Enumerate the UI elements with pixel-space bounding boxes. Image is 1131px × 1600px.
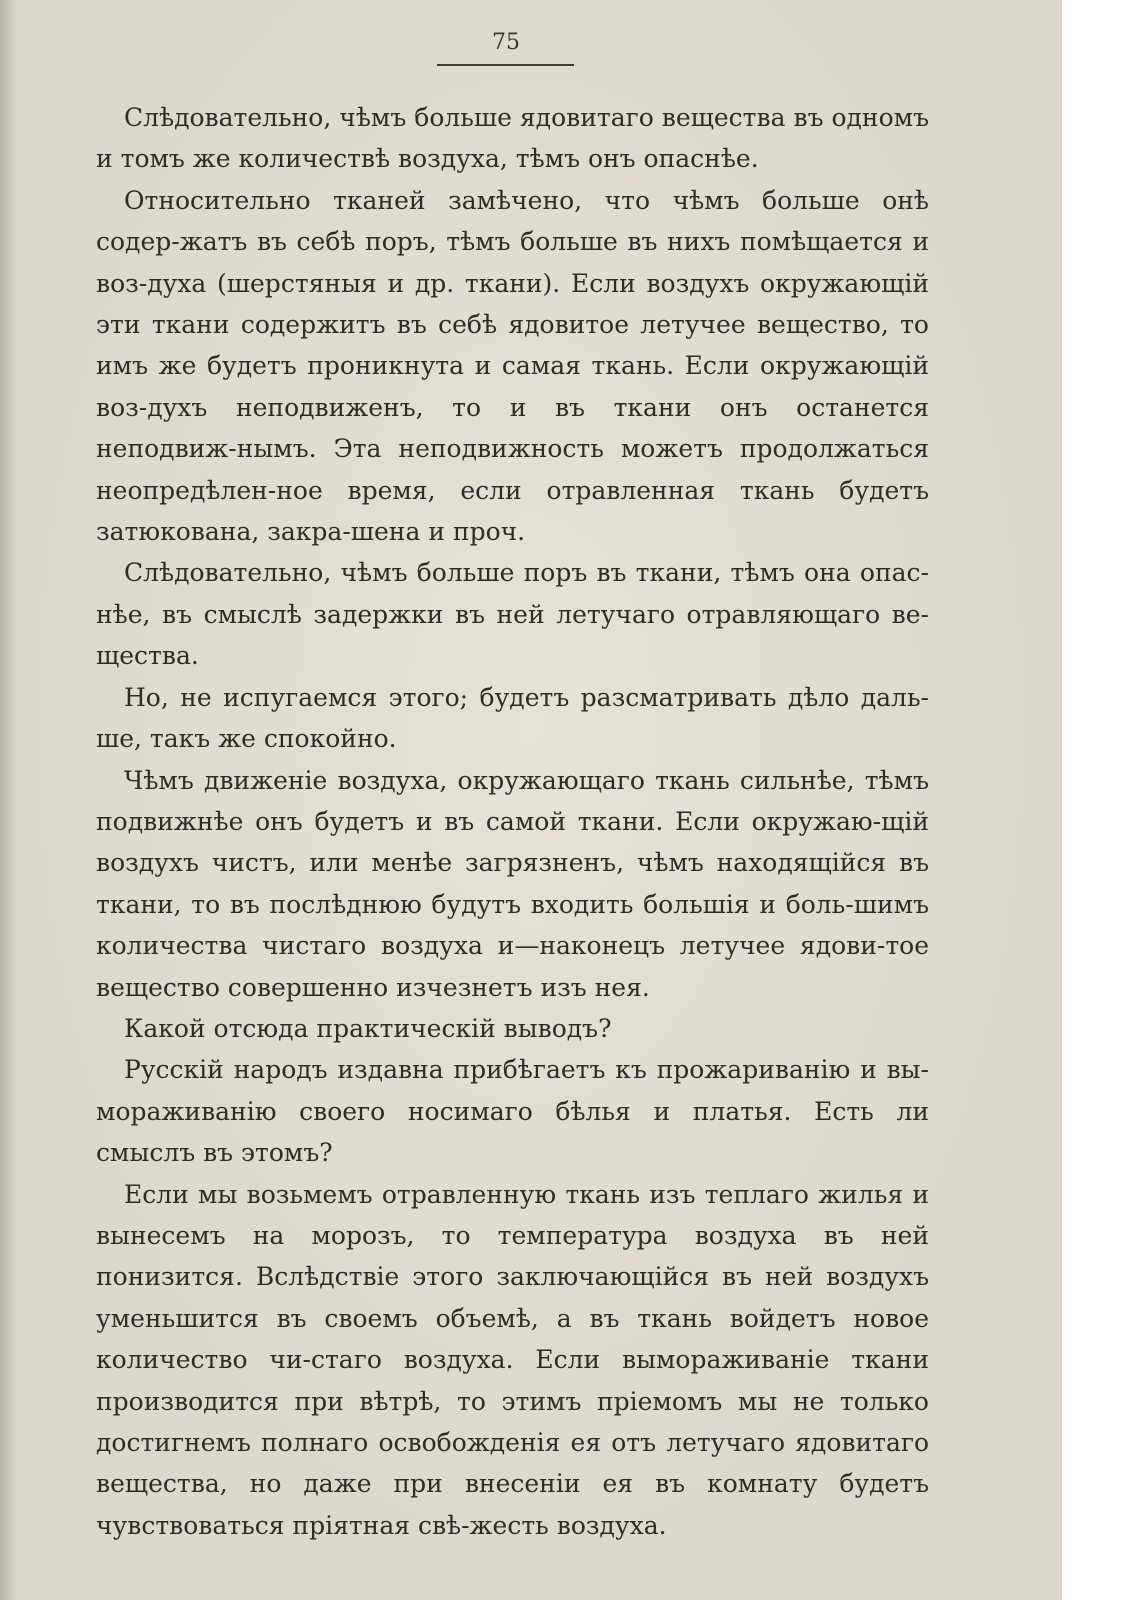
paragraph: Но, не испугаемся этого; будетъ разсматривать дѣло даль-ше, такъ же спокойно. [96,682,929,754]
paragraph: Слѣдовательно, чѣмъ больше ядовитаго вещества въ одномъ и томъ же количествѣ воздуха, тѣмъ онъ опаснѣе. [96,103,929,174]
page-number: 75 [492,30,520,55]
paragraph: Русскій народъ издавна прибѣгаетъ къ прожариванію и вы-мораживанію своего носимаго бѣлья и платья. Есть ли смыслъ въ этомъ? [96,1055,929,1168]
page-edge-shadow [0,0,18,1600]
header-rule [437,64,574,66]
paragraph: Какой отсюда практическій выводъ? [124,1013,612,1043]
paragraph: Слѣдовательно, чѣмъ больше поръ въ ткани, тѣмъ она опас-нѣе, въ смыслѣ задержки въ ней летучаго отравляющаго ве-щества. [96,558,929,671]
paragraph: Если мы возьмемъ отравленную ткань изъ теплаго жилья и вынесемъ на морозъ, то температура воздуха въ ней понизится. Вслѣдствіе этого заключающійся въ ней воздухъ уменьшится въ своемъ объемѣ, а въ ткань войдетъ новое количество чи-стаго воздуха. Если вымораживаніе ткани производится при вѣтрѣ, то этимъ пріемомъ мы не только достигнемъ полнаго освобожденія ея отъ летучаго ядовитаго вещества, но даже при внесеніи ея въ комнату будетъ чувствоваться пріятная свѣ-жесть воздуха. [96,1179,929,1540]
paragraph: Относительно тканей замѣчено, что чѣмъ больше онѣ содер-жатъ въ себѣ поръ, тѣмъ больше въ нихъ помѣщается и воз-духа (шерстяныя и др. ткани). Если воздухъ окружающій эти ткани содержитъ въ себѣ ядовитое летучее вещество, то имъ же будетъ проникнута и самая ткань. Если окружающій воз-духъ неподвиженъ, то и въ ткани онъ останется неподвиж-нымъ. Эта неподвижность можетъ продолжаться неопредѣлен-ное время, если отравленная ткань будетъ затюкована, закра-шена и проч. [96,185,929,547]
paragraph: Чѣмъ движеніе воздуха, окружающаго ткань сильнѣе, тѣмъ подвижнѣе онъ будетъ и въ самой ткани. Если окружаю-щій воздухъ чистъ, или менѣе загрязненъ, чѣмъ находящійся въ ткани, то въ послѣднюю будутъ входить большія и боль-шимъ количества чистаго воздуха и—наконецъ летучее ядови-тое вещество совершенно изчезнетъ изъ нея. [96,765,929,1002]
body-text [96,97,929,1546]
